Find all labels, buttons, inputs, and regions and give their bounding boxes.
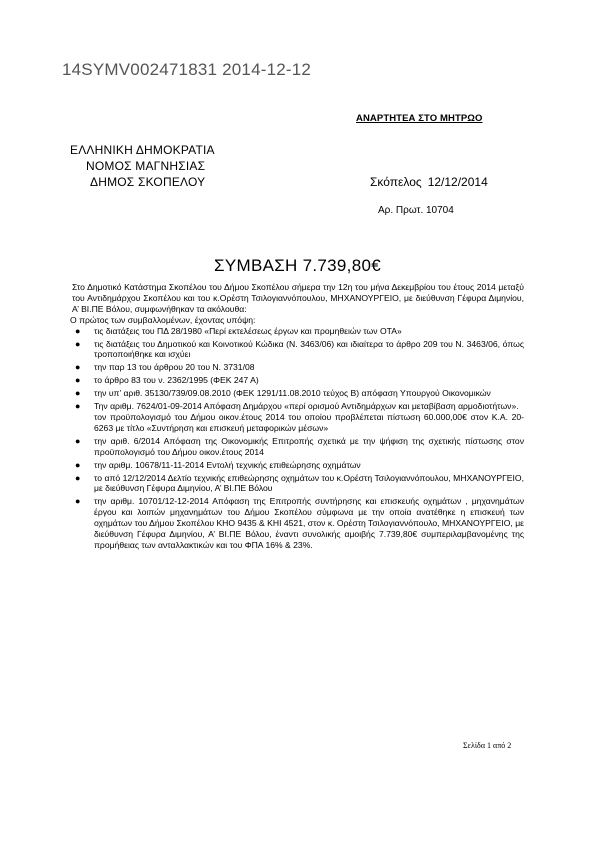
list-item	[72, 388, 524, 399]
ada-code: 14SYMV002471831 2014-12-12	[62, 60, 312, 79]
list-item-text: το από 12/12/2014 Δελτίο τεχνικής επιθεώρησης οχημάτων του κ.Ορέστη Τσιλογιαννόπουλου, ΜΗΧΑΝΟΥΡΓΕΙΟ, με διεύθυνση Γέφυρα Διμηνίου, Α’ ΒΙ.ΠΕ Βόλου	[94, 472, 524, 494]
considerations-heading: Ο πρώτος των συμβαλλομένων, έχοντας υπόψη:	[70, 314, 256, 325]
place-date	[370, 175, 488, 189]
list-item	[72, 473, 524, 495]
list-item	[72, 401, 524, 434]
considerations-list	[72, 326, 524, 551]
bullet-icon: ●	[75, 459, 81, 470]
bullet-icon: ●	[75, 388, 81, 399]
list-item-text: την αριθμ. 10678/11-11-2014 Εντολή τεχνικής επιθεώρησης οχημάτων	[94, 459, 361, 470]
bullet-icon: ●	[75, 338, 81, 349]
list-item-text: Την αριθμ. 7624/01-09-2014 Απόφαση Δημάρχου «περί ορισμού Αντιδημάρχων και μεταβίβαση αρμοδιοτήτων». τον προϋπολογισμό του Δήμου οικον.έτους 2014 του οποίου προβλέπεται πίστωση 60.000,00€ στον Κ.Α. 20-6263 με τίτλο «Συντήρηση και επισκευή μεταφορικών μέσων»	[94, 401, 524, 433]
bullet-icon: ●	[75, 472, 81, 483]
list-item	[72, 436, 524, 458]
list-item	[72, 339, 524, 361]
list-item	[72, 362, 524, 373]
list-item-text: την αριθ. 6/2014 Απόφαση της Οικονομικής Επιτροπής σχετικά με την ψήφιση της σχετικής πίστωσης στον προϋπολογισμό του Δήμου οικον.έτους 2014	[94, 435, 524, 457]
bullet-icon: ●	[75, 375, 81, 386]
posted-label: ΑΝΑΡΤΗΤΕΑ ΣΤΟ ΜΗΤΡΩΟ	[356, 113, 483, 124]
bullet-icon: ●	[75, 401, 81, 412]
bullet-icon: ●	[75, 362, 81, 373]
list-item-text: το άρθρο 83 του ν. 2362/1995 (ΦΕΚ 247 Α)	[94, 375, 259, 386]
list-item	[72, 496, 524, 551]
list-item-text: τις διατάξεις του ΠΔ 28/1980 «Περί εκτελέσεως έργων και προμηθειών των ΟΤΑ»	[94, 325, 402, 336]
document-date: 12/12/2014	[427, 175, 488, 189]
document-title: ΣΥΜΒΑΣΗ 7.739,80€	[214, 256, 381, 275]
list-item	[72, 326, 524, 337]
bullet-icon: ●	[75, 496, 81, 507]
bullet-icon: ●	[75, 325, 81, 336]
list-item-text: την υπ’ αριθ. 35130/739/09.08.2010 (ΦΕΚ 1291/11.08.2010 τεύχος Β) απόφαση Υπουργού Οικονομικών	[94, 388, 491, 399]
list-item	[72, 460, 524, 471]
list-item-text: την αριθμ. 10701/12-12-2014 Απόφαση της Επιτροπής συντήρησης και επισκευής οχημάτων , μηχανημάτων έργου και λοιπών μηχανημάτων του Δήμου Σκοπέλου σύμφωνα με την οποία ανατέθηκε η επισκευή των οχημάτων του Δήμου Σκοπέλου ΚΗΟ 9435 & ΚΗΙ 4521, στον κ. Ορέστη Τσιλογιαννόπουλο, ΜΗΧΑΝΟΥΡΓΕΙΟ, με διεύθυνση Γέφυρα Διμηνίου, Α’ ΒΙ.ΠΕ Βόλου, έναντι συνολικής αμοιβής 7.739,80€ συμπεριλαμβανομένης της προμήθειας των ανταλλακτικών και του ΦΠΑ 16% & 23%.	[94, 496, 524, 550]
document-body	[72, 282, 524, 553]
header-republic: ΕΛΛΗΝΙΚΗ ΔΗΜΟΚΡΑΤΙΑ	[70, 143, 215, 157]
place: Σκόπελος	[370, 175, 422, 189]
protocol-number: Αρ. Πρωτ. 10704	[378, 205, 454, 216]
intro-paragraph: Στο Δημοτικό Κατάστημα Σκοπέλου του Δήμου Σκοπέλου σήμερα την 12η του μήνα Δεκεμβρίου του έτους 2014 μεταξύ του Αντιδημάρχου Σκοπέλου και του κ.Ορέστη Τσιλογιαννόπουλου, ΜΗΧΑΝΟΥΡΓΕΙΟ, με διεύθυνση Γέφυρα Διμηνίου, Α’ ΒΙ.ΠΕ Βόλου, συμφωνήθηκαν τα ακόλουθα:	[72, 282, 524, 314]
list-item-text: τις διατάξεις του Δημοτικού και Κοινοτικού Κώδικα (Ν. 3463/06) και ιδιαίτερα το άρθρο 209 του Ν. 3463/06, όπως τροποποιήθηκε και ισχύει	[94, 338, 524, 360]
bullet-icon: ●	[75, 435, 81, 446]
list-item-text: την παρ 13 του άρθρου 20 του Ν. 3731/08	[94, 362, 255, 373]
list-item	[72, 375, 524, 386]
header-prefecture: ΝΟΜΟΣ ΜΑΓΝΗΣΙΑΣ	[86, 159, 206, 173]
header-municipality: ΔΗΜΟΣ ΣΚΟΠΕΛΟΥ	[90, 175, 206, 189]
page-number: Σελίδα 1 από 2	[463, 741, 512, 750]
